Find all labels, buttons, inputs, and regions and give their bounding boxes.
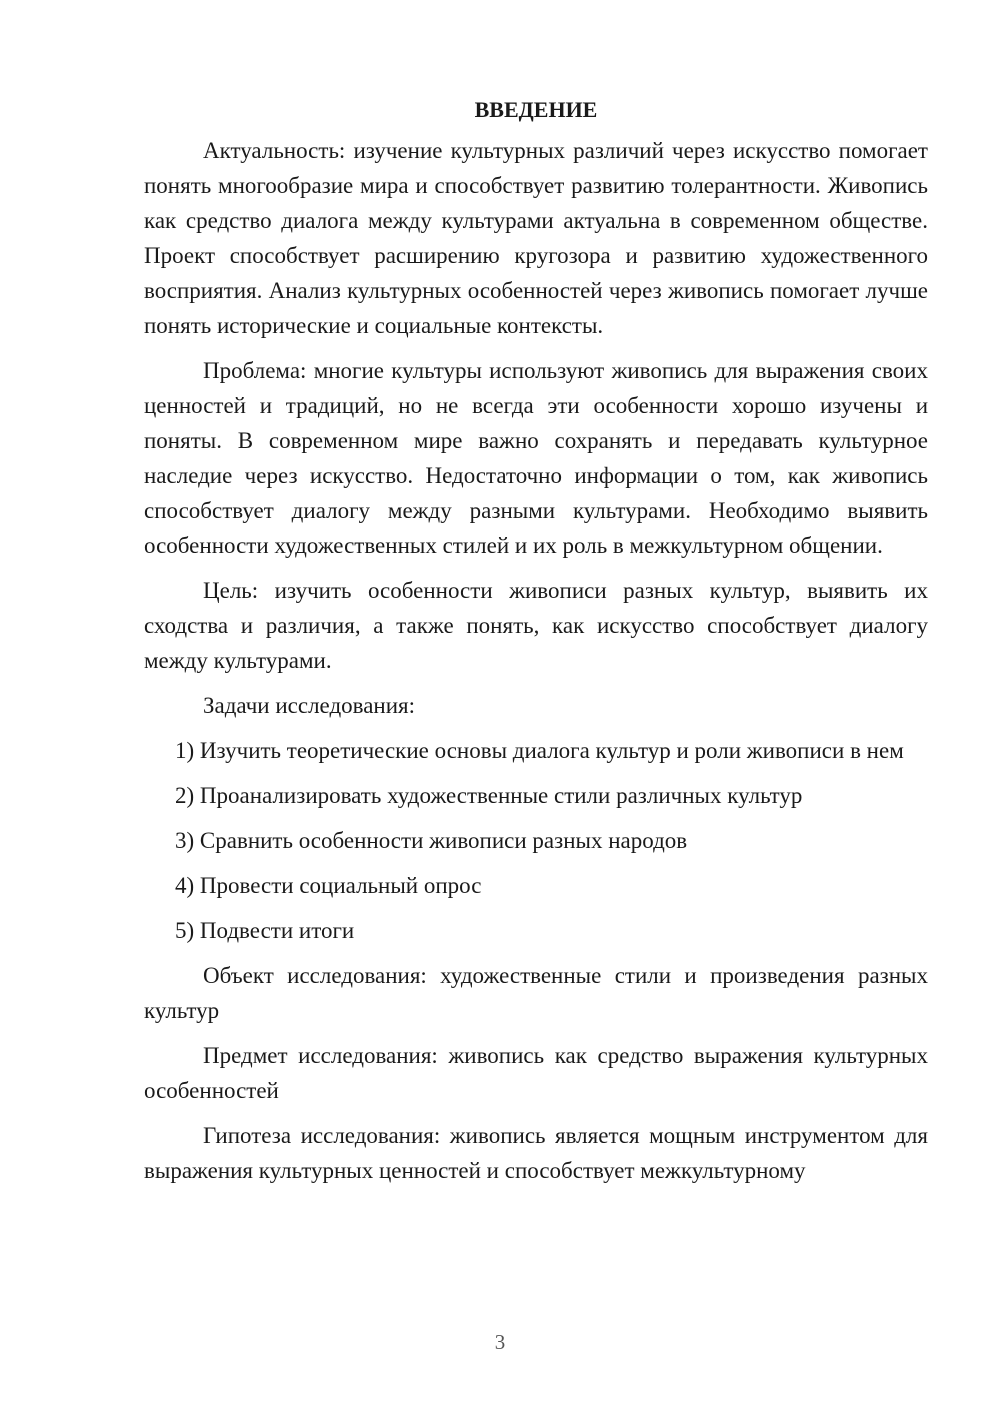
paragraph-hypothesis: Гипотеза исследования: живопись является мощным инструментом для выражения культурных ценностей и способствует межкультурному [144,1123,928,1183]
section-title: ВВЕДЕНИЕ [474,97,598,122]
task-item: 1) Изучить теоретические основы диалога культур и роли живописи в нем [175,738,904,763]
paragraph-object: Объект исследования: художественные стили и произведения разных культур [144,963,928,1023]
page-number: 3 [494,1330,506,1354]
task-item: 2) Проанализировать художественные стили различных культур [175,783,803,808]
task-item: 4) Провести социальный опрос [175,873,482,898]
paragraph-problem: Проблема: многие культуры используют живопись для выражения своих ценностей и традиций, но не всегда эти особенности хорошо изучены и поняты. В современном мире важно сохранять и передавать культурное наследие через искусство. Недостаточно информации о том, как живопись способствует диалогу между разными культурами. Необходимо выявить особенности художественных стилей и их роль в межкультурном общении. [144,358,928,558]
paragraph-subject: Предмет исследования: живопись как средство выражения культурных особенностей [144,1043,928,1103]
task-item: 3) Сравнить особенности живописи разных народов [175,828,688,853]
task-item: 5) Подвести итоги [175,918,355,943]
paragraph-relevance: Актуальность: изучение культурных различий через искусство помогает понять многообразие мира и способствует развитию толерантности. Живопись как средство диалога между культурами актуальна в современном обществе. Проект способствует расширению кругозора и развитию художественного восприятия. Анализ культурных особенностей через живопись помогает лучше понять исторические и социальные контексты. [144,138,928,338]
page-body [144,92,928,1198]
paragraph-goal: Цель: изучить особенности живописи разных культур, выявить их сходства и различия, а также понять, как искусство способствует диалогу между культурами. [144,578,928,673]
paragraph-tasks-heading: Задачи исследования: [203,693,416,718]
